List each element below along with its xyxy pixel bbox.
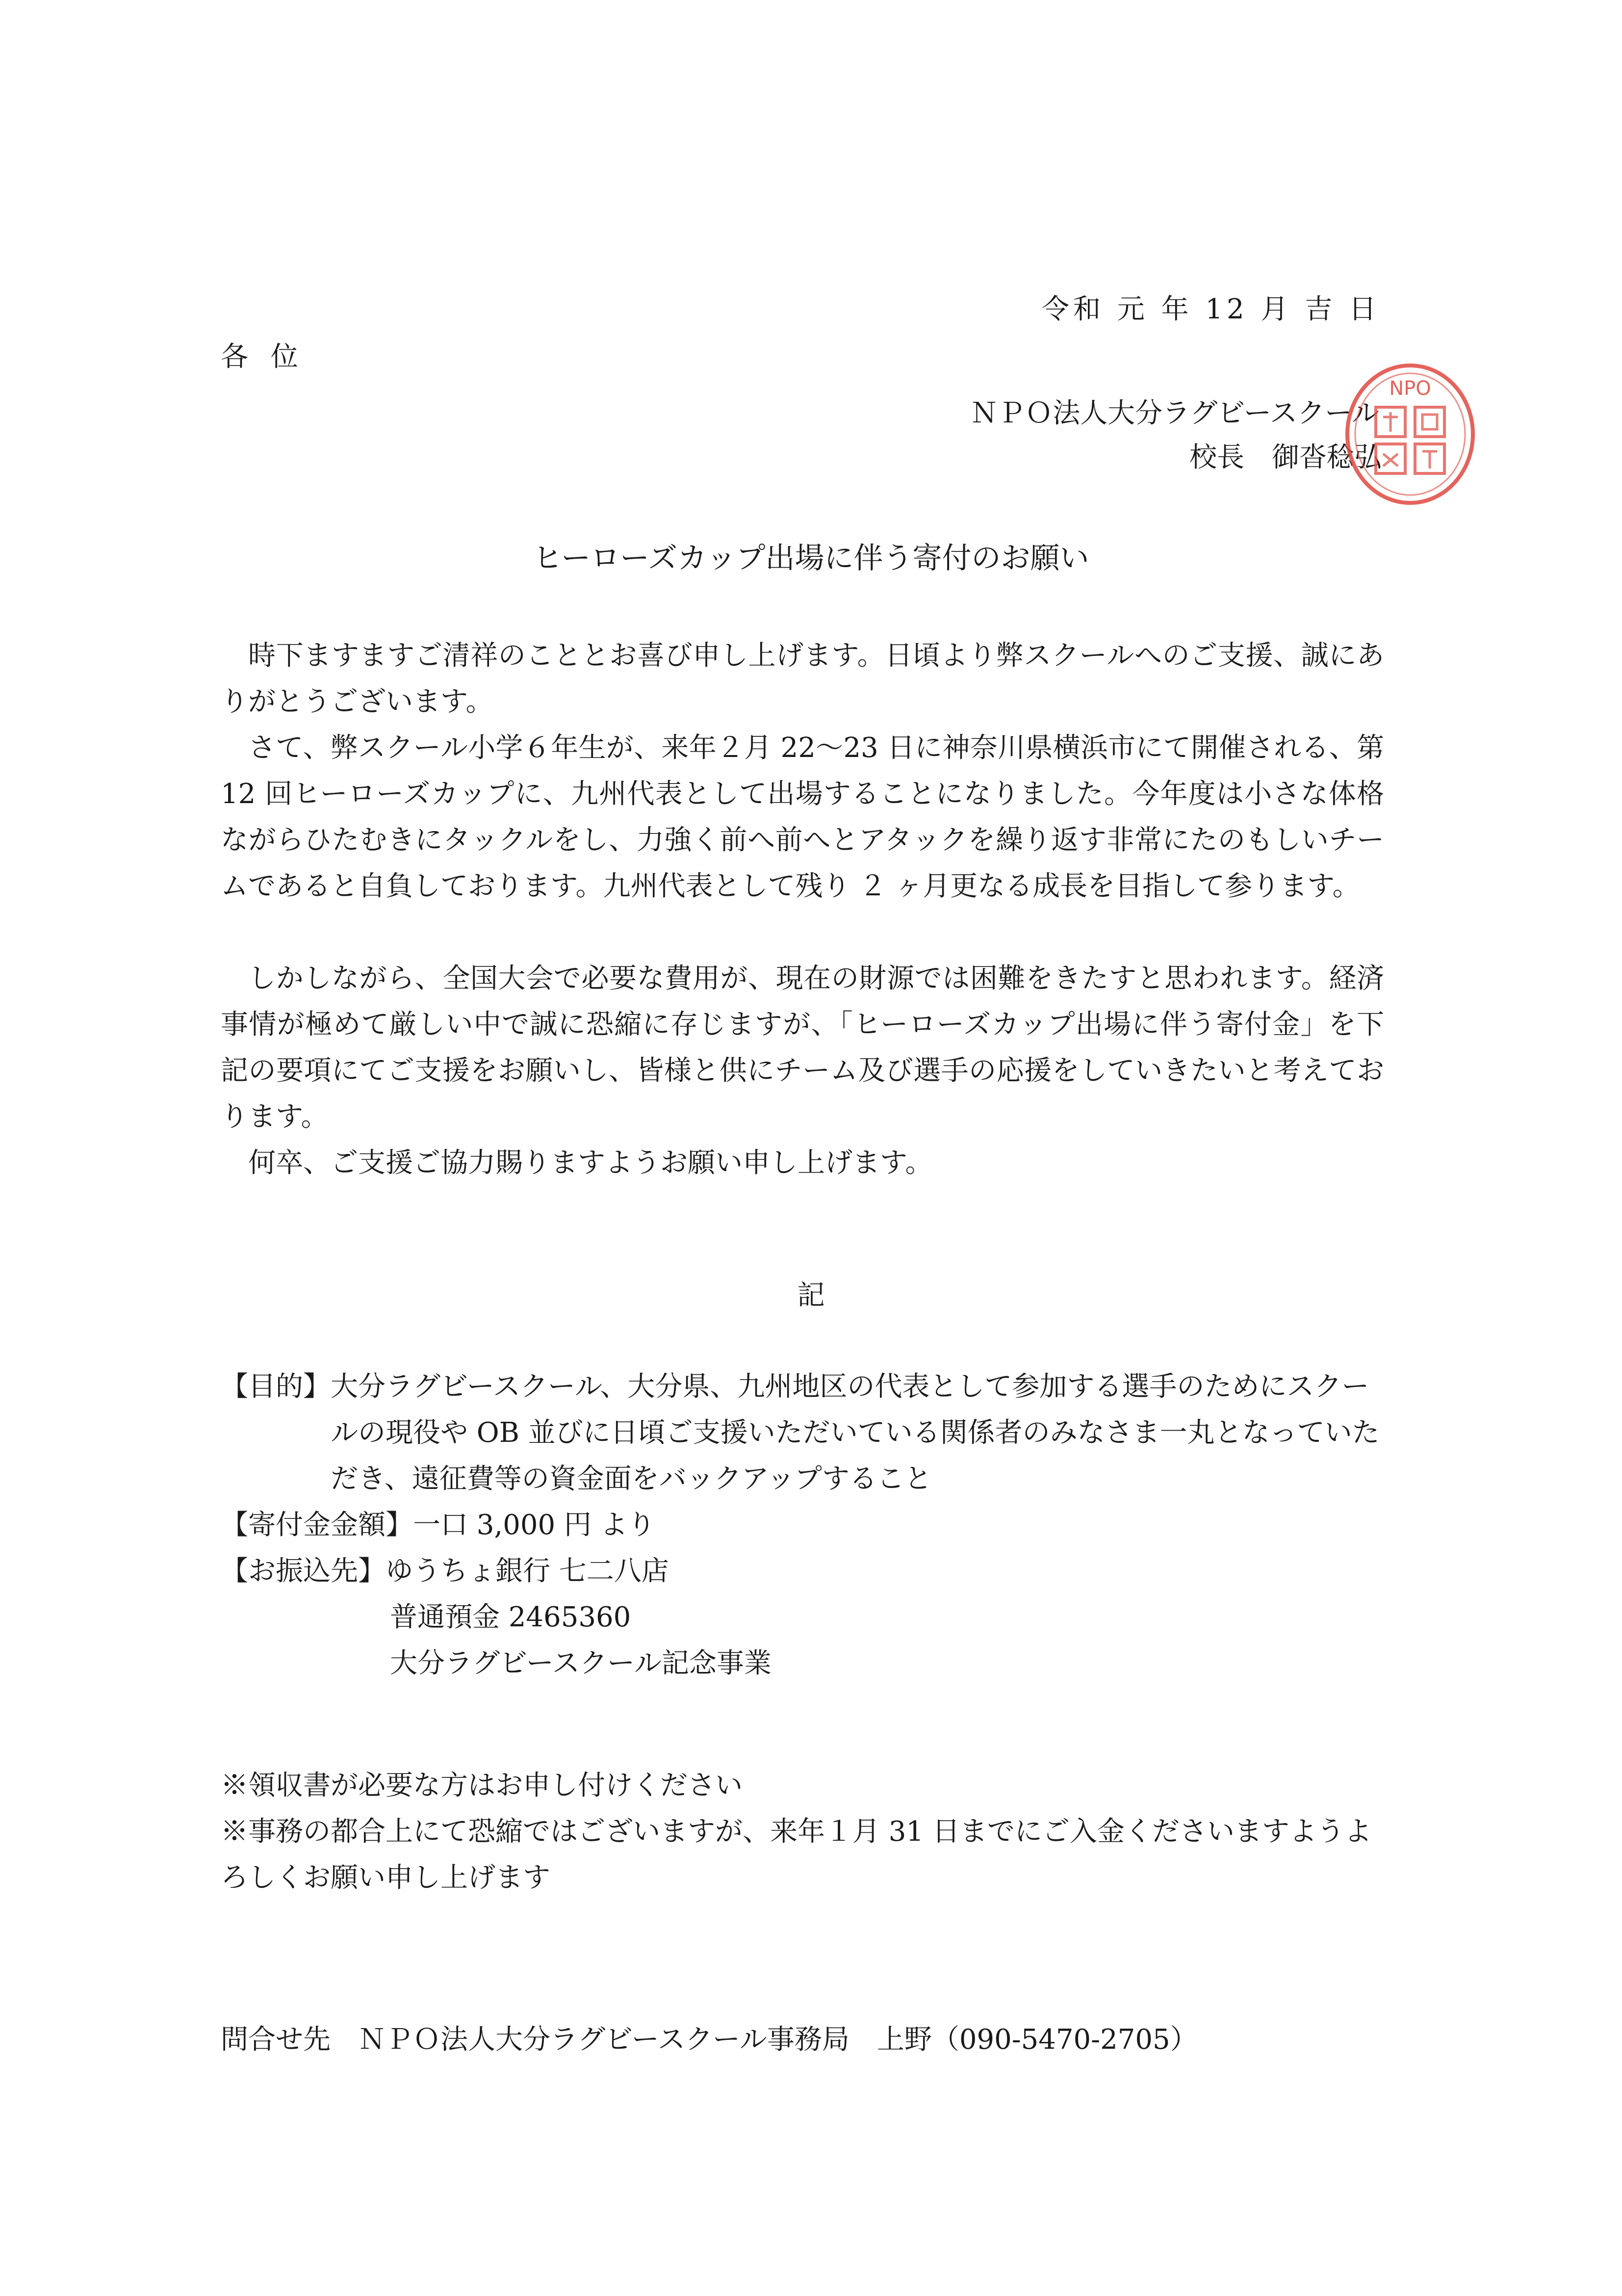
seal-stamp-icon xyxy=(1341,361,1479,508)
purpose-row xyxy=(221,1364,1384,1502)
ki-heading: 記 xyxy=(797,1279,825,1311)
body-paragraph-closing: 何卒、ご支援ご協力賜りますようお願い申し上げます。 xyxy=(248,1147,933,1179)
amount-text: 一口 3,000 円 より xyxy=(413,1509,655,1541)
body-paragraph-request: しかしながら、全国大会で必要な費用が、現在の財源では困難をきたすと思われます。経済事情が極めて厳しい中で誠に恐縮に存じますが、「ヒーローズカップ出場に伴う寄付金」を下記の要項にてご支援をお願いし、皆様と供にチーム及び選手の応援をしていきたいと考えております。 xyxy=(221,963,1384,1133)
amount-row xyxy=(221,1502,1384,1548)
purpose-label: 【目的】 xyxy=(221,1371,331,1403)
purpose-text: 大分ラグビースクール、大分県、九州地区の代表として参加する選手のためにスクールの現役や OB 並びに日頃ご支援いただいている関係者のみなさま一丸となっていただき、遠征費等の資金面をバックアップすること xyxy=(331,1371,1380,1495)
transfer-label: 【お振込先】 xyxy=(221,1555,386,1587)
note-receipt: ※領収書が必要な方はお申し付けください xyxy=(221,1770,743,1801)
document-title: ヒーローズカップ出場に伴う寄付のお願い xyxy=(533,541,1089,575)
stamp-text: NPO xyxy=(1389,377,1431,400)
transfer-account-name: 大分ラグビースクール記念事業 xyxy=(390,1647,772,1679)
notes xyxy=(221,1763,1384,1901)
body-paragraph-greeting: 時下ますますご清祥のこととお喜び申し上げます。日頃より弊スクールへのご支援、誠にありがとうございます。 xyxy=(221,640,1384,718)
details-list xyxy=(221,1364,1384,1687)
amount-label: 【寄付金金額】 xyxy=(221,1509,413,1541)
recipient: 各 位 xyxy=(221,341,305,373)
note-deadline: ※事務の都合上にて恐縮ではございますが、来年１月 31 日までにご入金くださいますようよろしくお願い申し上げます xyxy=(221,1816,1372,1894)
transfer-bank: ゆうちょ銀行 七二八店 xyxy=(386,1555,669,1587)
contact-info: 問合せ先 ＮＰＯ法人大分ラグビースクール事務局 上野（090-5470-2705） xyxy=(221,2024,1198,2056)
transfer-account: 普通預金 2465360 xyxy=(390,1601,631,1633)
letter-date: 令和 元 年 12 月 吉 日 xyxy=(1041,293,1380,325)
transfer-row xyxy=(221,1548,1384,1594)
sender-organization: ＮＰＯ法人大分ラグビースクール xyxy=(970,397,1379,429)
sender-principal: 校長 御沓稔弘 xyxy=(1189,442,1382,473)
body-paragraph-announcement: さて、弊スクール小学６年生が、来年２月 22〜23 日に神奈川県横浜市にて開催される、第 12 回ヒーローズカップに、九州代表として出場することになりました。今年度は小さな体格ながらひたむきにタックルをし、力強く前へ前へとアタックを繰り返す非常にたのもしいチームであると自負しております。九州代表として残り ２ ヶ月更なる成長を目指して参ります。 xyxy=(221,732,1384,902)
